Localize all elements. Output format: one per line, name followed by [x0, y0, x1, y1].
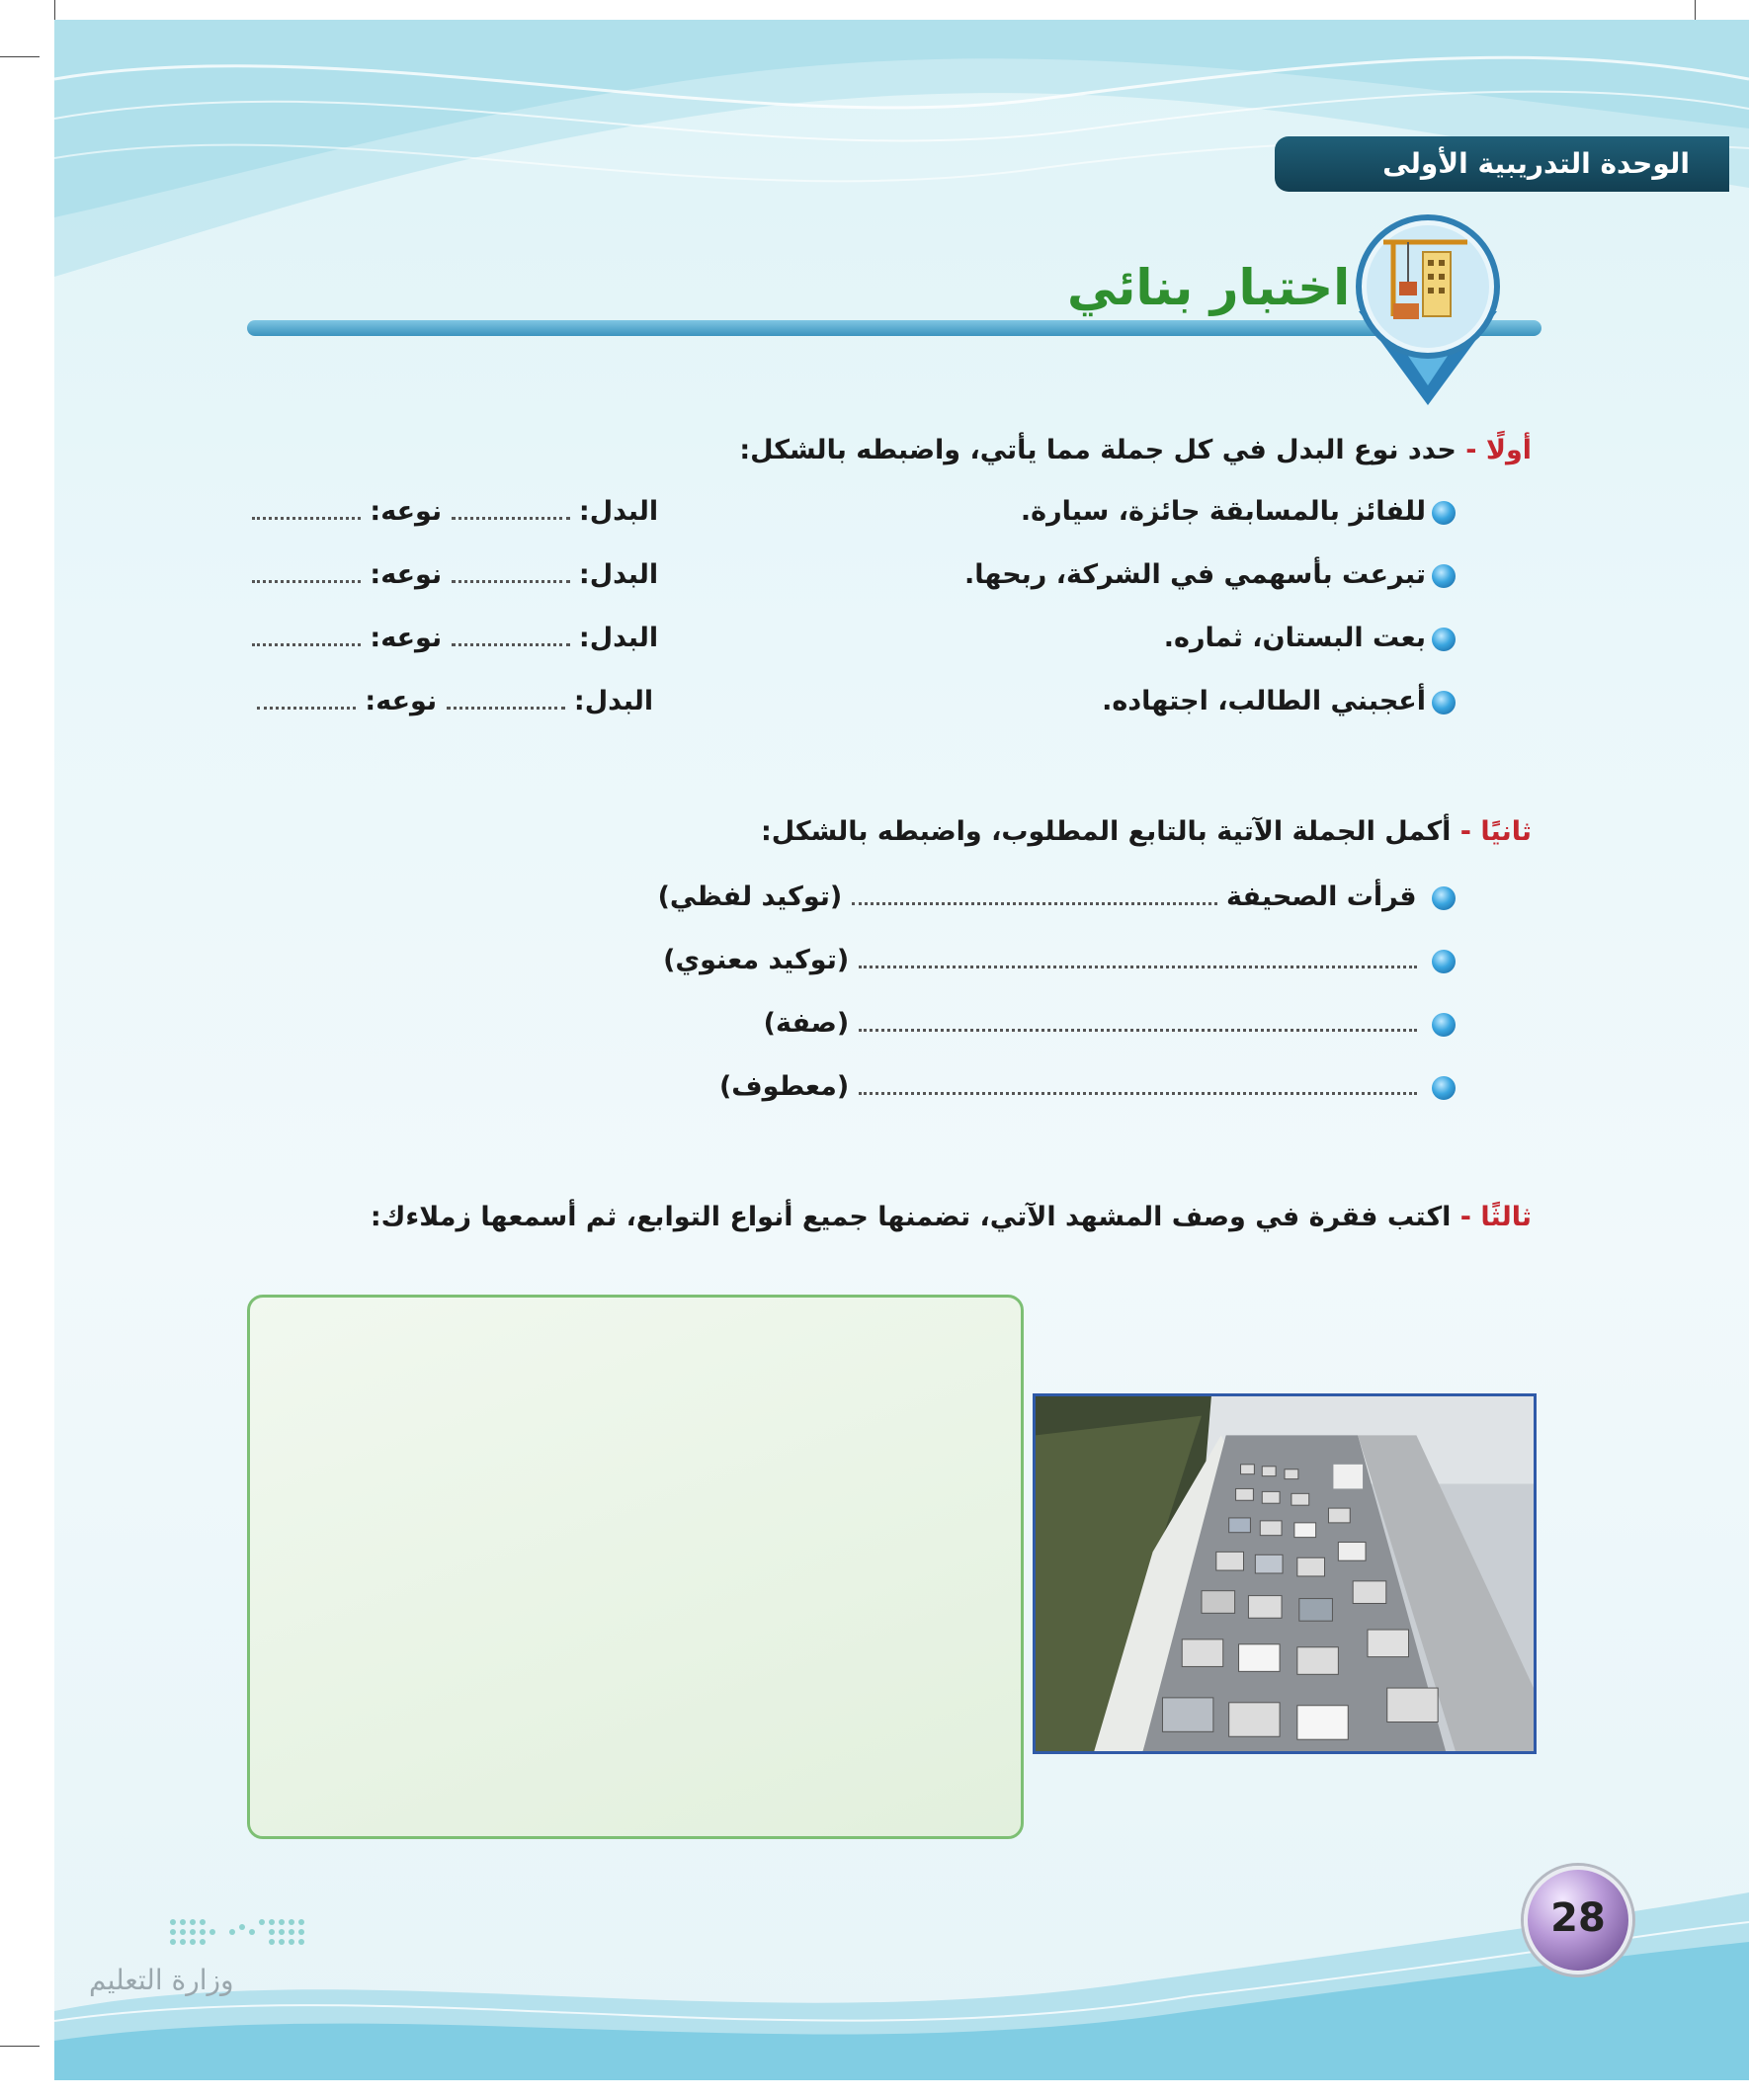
badal-answer-row [252, 559, 658, 590]
ministry-name: وزارة التعليم [89, 1964, 234, 1996]
crop-mark [1695, 0, 1696, 20]
bullet-icon [1432, 691, 1456, 714]
badal-label: البدل: [578, 623, 659, 653]
unit-banner: الوحدة التدريبية الأولى [1275, 136, 1729, 192]
badal-label: البدل: [578, 559, 659, 590]
answer-blank[interactable] [859, 952, 1417, 968]
answer-blank[interactable] [452, 566, 570, 583]
item-sentence: بعت البستان، ثماره. [1163, 623, 1426, 653]
section2-item [658, 882, 1456, 912]
badal-answer-row [252, 496, 658, 527]
item-sentence: قرأت الصحيفة [1226, 882, 1417, 912]
type-label: نوعه: [370, 623, 443, 653]
badal-label: البدل: [578, 496, 659, 527]
answer-blank[interactable] [452, 630, 570, 646]
answer-blank[interactable] [252, 566, 361, 583]
writing-area[interactable] [247, 1295, 1024, 1839]
item-hint: (صفة) [763, 1008, 850, 1039]
section2-label: ثانيًا [1480, 816, 1532, 847]
building-crane-icon [1334, 212, 1522, 410]
section2-heading: ثانيًا - أكمل الجملة الآتية بالتابع المطلوب، واضبطه بالشكل: [761, 816, 1532, 847]
section1-label: أولًا [1485, 435, 1532, 465]
section2-instruction: أكمل الجملة الآتية بالتابع المطلوب، واضبطه بالشكل: [761, 816, 1452, 847]
answer-blank[interactable] [257, 693, 356, 710]
section1-item [964, 559, 1456, 590]
answer-blank[interactable] [252, 503, 361, 520]
ministry-logo [89, 1902, 326, 2011]
bullet-icon [1432, 886, 1456, 910]
type-label: نوعه: [370, 559, 443, 590]
section1-item [1102, 686, 1456, 716]
section2-item [719, 1071, 1456, 1102]
item-hint: (توكيد لفظي) [657, 882, 843, 912]
page-number: 28 [1524, 1866, 1632, 1974]
type-label: نوعه: [365, 686, 438, 716]
badal-label: البدل: [573, 686, 654, 716]
badal-answer-row [252, 623, 658, 653]
answer-blank[interactable] [252, 630, 361, 646]
bullet-icon [1432, 501, 1456, 525]
crop-mark [0, 2046, 40, 2047]
section3-heading: ثالثًا - اكتب فقرة في وصف المشهد الآتي، تضمنها جميع أنواع التوابع، ثم أسمعها زملاءك: [370, 1202, 1532, 1232]
ministry-dots-icon [89, 1902, 326, 1962]
section2-item [663, 945, 1456, 975]
answer-blank[interactable] [447, 693, 565, 710]
answer-blank[interactable] [452, 503, 570, 520]
item-hint: (توكيد معنوي) [663, 945, 850, 975]
section2-item [764, 1008, 1456, 1039]
item-sentence: أعجبني الطالب، اجتهاده. [1102, 686, 1426, 716]
bullet-icon [1432, 1013, 1456, 1037]
section1-heading: أولًا - حدد نوع البدل في كل جملة مما يأتي، واضبطه بالشكل: [739, 435, 1532, 465]
section1-item [1021, 496, 1456, 527]
crop-mark [54, 0, 55, 20]
answer-blank[interactable] [859, 1078, 1417, 1095]
item-hint: (معطوف) [718, 1071, 850, 1102]
item-sentence: تبرعت بأسهمي في الشركة، ربحها. [963, 559, 1426, 590]
bullet-icon [1432, 564, 1456, 588]
bullet-icon [1432, 628, 1456, 651]
crop-mark [0, 56, 40, 57]
item-sentence: للفائز بالمسابقة جائزة، سيارة. [1020, 496, 1426, 527]
section1-item [1164, 623, 1456, 653]
bullet-icon [1432, 1076, 1456, 1100]
type-label: نوعه: [370, 496, 443, 527]
section1-instruction: حدد نوع البدل في كل جملة مما يأتي، واضبطه بالشكل: [739, 435, 1457, 465]
section3-label: ثالثًا [1480, 1202, 1532, 1232]
answer-blank[interactable] [859, 1015, 1417, 1032]
bullet-icon [1432, 950, 1456, 973]
page-title: اختبار بنائي [1067, 259, 1351, 316]
traffic-jam-photo [1033, 1393, 1537, 1754]
badal-answer-row [257, 686, 653, 716]
answer-blank[interactable] [852, 888, 1217, 905]
section3-instruction: اكتب فقرة في وصف المشهد الآتي، تضمنها جميع أنواع التوابع، ثم أسمعها زملاءك: [370, 1202, 1452, 1232]
